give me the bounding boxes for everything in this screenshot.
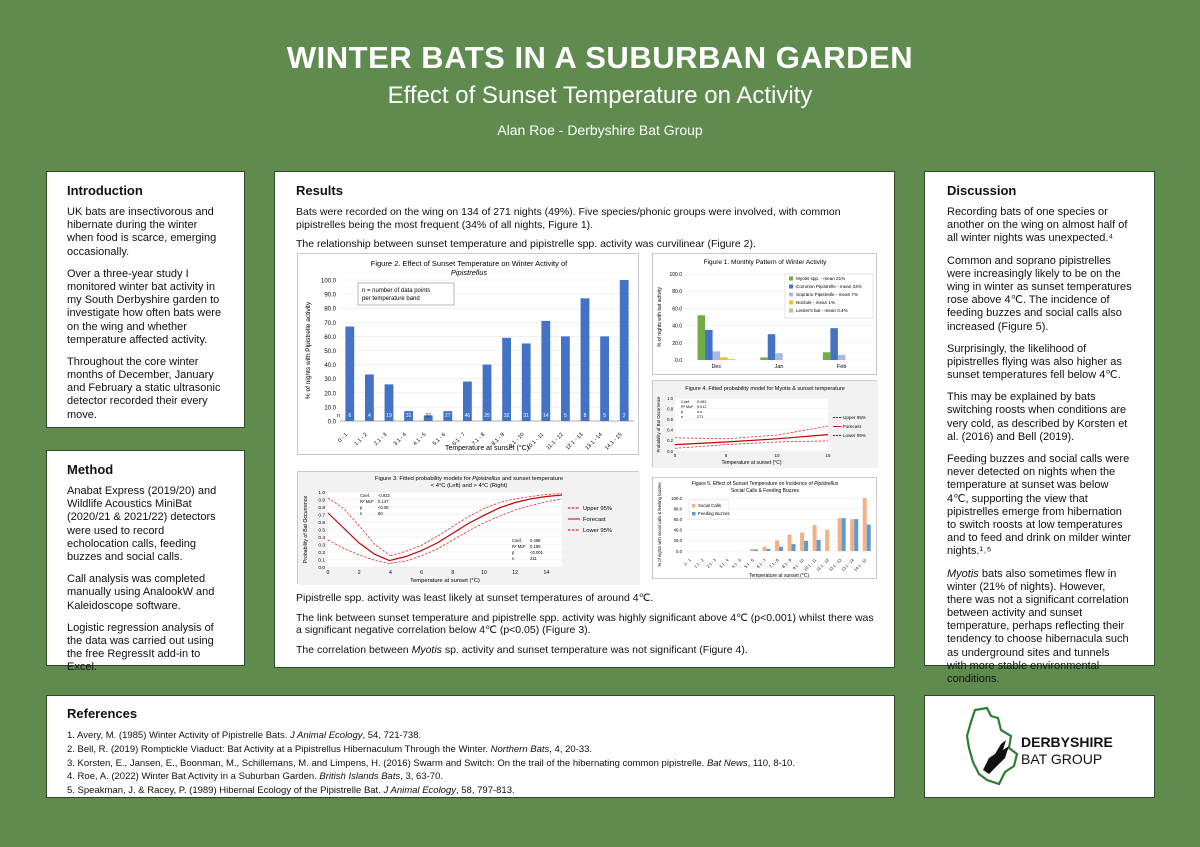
fig2-xtick: 10.1 - 11 (525, 431, 546, 452)
fig1-bar (713, 351, 721, 360)
fig5-xtick: 10.1 - 11 (802, 557, 818, 572)
fig4-stat-value: 271 (697, 415, 704, 419)
fig2-n-label: 6 (348, 413, 352, 419)
fig1-legend-label: Soprano Pipistrelle - mean 7% (796, 292, 859, 297)
fig5-bar (792, 544, 796, 551)
fig5-bar (850, 519, 854, 551)
fig5-bar (838, 518, 842, 551)
fig4-ytick: 0.0 (667, 448, 673, 454)
fig5-bar (800, 532, 804, 551)
fig2-n-label: 32 (503, 413, 510, 419)
fig5-bar (854, 519, 858, 551)
fig3-right-stat-value: <0.001 (530, 550, 543, 555)
fig4-stat-label: p (681, 410, 684, 414)
fig3-title-part: and sunset temperature (500, 476, 564, 482)
fig4-ytick: 1.0 (667, 395, 673, 401)
figure-4 (652, 380, 877, 467)
fig2-title: Figure 2. Effect of Sunset Temperature on Winter Activity of (370, 259, 568, 268)
reference-item (67, 770, 874, 784)
reference-item (67, 757, 874, 771)
fig4-legend-label: Forecast (843, 424, 861, 429)
fig1-bar (823, 352, 831, 360)
fig2-xtick: 12.1 - 13 (564, 431, 585, 452)
fig5-title-part: Figure 5. Effect of Sunset Temperature on Incidence of (691, 481, 815, 487)
reference-journal: British Islands Bats (319, 771, 401, 783)
fig3-legend-label: Lower 95% (583, 528, 613, 534)
references-panel (46, 695, 895, 798)
fig2-n-label: 5 (564, 413, 567, 419)
figure-2-chart (298, 254, 640, 456)
figure-1-chart (653, 254, 878, 376)
fig5-subtitle: Social Calls & Feeding Buzzes (730, 488, 800, 494)
fig5-ytick: 60.0 (673, 517, 682, 522)
fig2-xtick: 7.1 - 8 (471, 431, 487, 448)
fig3-left-stat-label: n (360, 511, 363, 516)
fig1-bar (838, 355, 846, 360)
fig5-legend-label: Feeding Buzzes (698, 511, 730, 516)
fig1-xtick: Jan (774, 364, 784, 370)
fig1-legend-swatch (789, 285, 793, 289)
fig2-n-label: 25 (484, 413, 490, 419)
fig4-ytick: 0.6 (667, 417, 673, 422)
introduction-heading: Introduction (67, 183, 143, 198)
fig2-n-label: 14 (543, 413, 549, 419)
reference-volume: , 110, 8-10. (747, 757, 795, 769)
fig2-ytick: 90.0 (324, 292, 336, 299)
fig3-right-stat-value: 211 (530, 556, 537, 561)
fig3-left-stat-label: p (360, 505, 363, 510)
fig2-xlabel: Temperature at sunset (°C) (444, 445, 530, 452)
fig5-xtick: 1.1 - 2 (692, 557, 705, 569)
fig2-bar (561, 336, 570, 421)
fig4-xlabel: Temperature at sunset (°C) (721, 460, 782, 466)
fig5-legend-swatch (692, 504, 696, 508)
fig3-right-stat-value: 0.189 (530, 544, 541, 549)
fig4-xtick: 10 (774, 453, 780, 458)
reference-text: 3. Korsten, E., Jansen, E., Boonman, M., Schillemans, M. and Limpens, H. (2016) Swarm and Switch: On the trail of the hibernating common pipistrelle. (67, 757, 707, 769)
fig2-bar (620, 280, 629, 421)
fig1-bar (775, 353, 783, 360)
fig5-xtick: 0 - 1 (682, 557, 692, 567)
fig2-ytick: 20.0 (324, 391, 336, 398)
fig2-xtick: 4.1 - 5 (412, 431, 428, 448)
fig4-stat-value: 0.012 (697, 405, 707, 409)
fig3-xtick: 12 (512, 570, 519, 576)
fig1-legend-swatch (789, 301, 793, 305)
fig1-legend-swatch (789, 309, 793, 313)
fig5-legend-label: Social Calls (698, 503, 721, 508)
fig4-ytick: 0.2 (667, 438, 673, 444)
fig2-bar (345, 327, 354, 421)
fig5-bar (813, 525, 817, 551)
fig3-xtick: 2 (357, 570, 361, 576)
fig2-bar (541, 321, 550, 421)
derbyshire-county-outline-icon (967, 708, 1017, 784)
discussion-paragraph-6 (947, 568, 1132, 687)
fig1-bar (760, 357, 768, 360)
fig2-xtick: 14.1 - 15 (604, 431, 624, 452)
fig4-xtick: 0 (673, 453, 677, 458)
fig3-right-stat-label: R² McF (512, 544, 526, 549)
discussion-paragraph-2: Common and soprano pipistrelles were increasingly likely to be on the wing in winter as sunset temperatures rose above 4℃. The incidence of feeding buzzes and social calls also increased (Figure 5). (947, 254, 1132, 333)
results-paragraph-4: The link between sunset temperature and pipistrelle spp. activity was highly significant above 4℃ (p<0.001) whilst there was a significant negative correlation below 4℃ (p<0.05) (Figure 3). (296, 611, 874, 637)
fig2-bar (502, 338, 511, 421)
poster-title: WINTER BATS IN A SUBURBAN GARDEN (286, 40, 914, 75)
references-heading: References (67, 706, 138, 721)
fig3-ytick: 0.2 (318, 551, 325, 556)
fig2-ytick: 10.0 (324, 405, 336, 412)
fig2-bar (600, 336, 609, 421)
fig5-ytick: 80.0 (673, 506, 682, 512)
fig5-xtick: 9.1 - 10 (791, 557, 805, 571)
results-panel (274, 171, 895, 668)
fig3-right-stat-label: Coef. (512, 538, 523, 543)
fig4-legend-label: Lower 95% (843, 433, 866, 438)
fig3-ytick: 0.0 (318, 566, 325, 571)
reference-volume: , 4, 20-33. (549, 743, 593, 755)
fig4-ytick: 0.4 (667, 427, 673, 433)
fig1-ytick: 80.0 (672, 289, 682, 296)
discussion-p6-text: bats also sometimes flew in winter (21% of nights). However, there was not a significant correlation between activity and sunset temperature, perhaps reflecting their tendency to choose hibernacula such as underground sites and tunnels with more stable environmental conditions. (947, 567, 1129, 685)
discussion-paragraph-3: Surprisingly, the likelihood of pipistrelles flying was also higher as sunset temperatures fell below 4℃. (947, 342, 1122, 382)
fig3-xtick: 4 (388, 570, 392, 576)
fig5-xtick: 11.1 - 12 (815, 557, 830, 572)
results-p5-text-a: The correlation between (296, 643, 412, 656)
fig4-legend-label: Upper 95% (843, 415, 866, 420)
figure-3 (297, 471, 639, 584)
results-p5-text-b: sp. activity and sunset temperature was not significant (Figure 4). (441, 643, 748, 656)
fig3-right-stat-label: n (512, 556, 515, 561)
discussion-paragraph-4: This may be explained by bats switching roosts when conditions are very cold, as described by Korsten et al. (2016) and Bell (2019). (947, 391, 1128, 443)
fig5-bar (750, 549, 754, 551)
fig5-bar (762, 547, 766, 551)
reference-volume: , 3, 63-70. (400, 771, 443, 783)
intro-paragraph-3: Throughout the core winter months of December, January and February a static ultrasonic detector recorded their every move. (67, 355, 221, 421)
fig3-xtick: 10 (481, 570, 487, 576)
method-paragraph-2: Call analysis was completed manually using AnalookW and Kaleidoscope software. (67, 573, 215, 612)
fig3-left-stat-value: <0.05 (378, 505, 389, 510)
reference-text: 5. Speakman, J. & Racey, P. (1989) Hibernal Ecology of the Pipistrelle Bat. (67, 785, 384, 797)
fig5-ylabel: % of nights with social calls & feeding buzzes (657, 482, 662, 567)
fig1-ytick: 40.0 (672, 323, 682, 330)
fig5-bar (863, 498, 867, 551)
fig2-ylabel: % of nights with Pipistrelle activity (305, 301, 312, 400)
logo-line-1: DERBYSHIRE (1021, 734, 1113, 750)
fig3-xtick: 0 (326, 570, 330, 576)
reference-journal: J Animal Ecology (289, 730, 363, 741)
method-paragraph-1: Anabat Express (2019/20) and Wildlife Acoustics MiniBat (2020/21 & 2021/22) detectors were used to record echolocation calls, feeding buzzes and social calls. (67, 485, 217, 563)
fig4-ytick: 0.8 (667, 406, 673, 412)
fig1-ytick: 20.0 (672, 340, 682, 347)
reference-text: 4. Roe, A. (2022) Winter Bat Activity in a Suburban Garden. (67, 771, 320, 783)
fig2-note-line2: per temperature band (362, 296, 420, 302)
fig5-ytick: 20.0 (673, 538, 682, 544)
fig1-bar (728, 359, 736, 360)
fig3-title (375, 476, 563, 482)
results-heading: Results (296, 183, 343, 198)
reference-item (67, 743, 874, 757)
figure-4-chart (653, 381, 878, 468)
figure-3-chart (298, 472, 640, 585)
fig2-note-line1: n = number of data points (362, 288, 431, 294)
fig4-stat-label: Coef. (681, 400, 691, 404)
fig5-xtick: 7.1 - 8 (768, 557, 780, 569)
fig3-ytick: 0.4 (318, 536, 325, 541)
fig2-n-label: 4 (368, 413, 371, 419)
fig2-n-label: 27 (445, 413, 451, 419)
fig1-bar (768, 334, 776, 360)
fig2-ytick: 70.0 (324, 320, 336, 327)
fig4-stat-label: R² McF (681, 405, 694, 409)
fig2-xtick: 2.1 - 3 (373, 431, 389, 448)
fig4-xtick: 5 (724, 453, 728, 458)
fig2-n-label: 2 (622, 413, 626, 419)
fig4-title: Figure 4. Fitted probability model for Myotis & sunset temperature (685, 386, 845, 392)
discussion-panel (924, 171, 1155, 685)
intro-paragraph-1: UK bats are insectivorous and hibernate during the winter when food is scarce, emerging occasionally. (67, 206, 217, 258)
fig2-ytick: 40.0 (324, 363, 336, 370)
fig5-legend-swatch (692, 512, 696, 516)
fig1-legend-label: Common Pipistrelle - mean 34% (796, 284, 862, 289)
reference-journal: Bat News (706, 757, 748, 769)
fig1-bar (705, 330, 713, 360)
fig3-xtick: 8 (451, 570, 455, 576)
fig5-xtick: 12.1 - 13 (827, 557, 843, 573)
reference-journal: J Animal Ecology (383, 785, 456, 797)
introduction-panel (46, 171, 245, 428)
fig3-title-part: Pipistrellus (472, 476, 501, 482)
fig5-bar (775, 540, 779, 551)
fig2-ytick: 0.0 (327, 419, 336, 426)
fig1-ytick: 0.0 (675, 358, 682, 364)
fig5-xtick: 3.1 - 4 (718, 557, 730, 569)
figure-1 (652, 253, 877, 375)
fig2-xtick: 9.1 - 10 (508, 431, 526, 450)
fig3-ytick: 1.0 (318, 491, 325, 496)
results-paragraph-2: The relationship between sunset temperature and pipistrelle spp. activity was curvilinear (Figure 2). (296, 238, 756, 251)
fig5-xlabel: Temperature at sunset (°C) (748, 573, 810, 579)
fig5-bar (825, 530, 829, 551)
figure-5-chart (653, 478, 878, 580)
fig2-ytick: 30.0 (324, 377, 336, 384)
fig3-right-stat-label: p (512, 550, 515, 555)
fig4-stat-label: n (681, 415, 684, 419)
fig1-bar (720, 357, 728, 360)
fig5-ytick: 100.0 (671, 495, 682, 501)
fig1-legend-swatch (789, 293, 793, 297)
fig1-legend-label: Myotis spp. - mean 21% (796, 276, 846, 281)
fig5-bar (779, 547, 783, 551)
fig3-ytick: 0.8 (318, 506, 325, 511)
fig3-ytick: 0.3 (318, 543, 325, 549)
fig3-ytick: 0.7 (318, 513, 325, 519)
fig5-xtick: 8.1 - 9 (780, 557, 793, 569)
method-heading: Method (67, 462, 114, 477)
fig4-stat-value: n.s. (697, 410, 704, 414)
fig5-xtick: 14.1 - 15 (852, 557, 868, 573)
fig2-xtick: 5.1 - 6 (431, 431, 448, 448)
discussion-paragraph-5: Feeding buzzes and social calls were never detected on nights when the temperature at sunset was below 4℃, supporting the view that pipistrelles emerge from hibernation to switch roosts at low temperatures and to feed and drink on milder winter nights.¹˒⁵ (947, 453, 1132, 558)
fig3-left-stat-value: -0.922 (378, 493, 390, 498)
fig3-ytick: 0.1 (318, 558, 325, 564)
fig5-bar (766, 549, 770, 551)
fig3-legend-label: Upper 95% (583, 506, 613, 512)
fig5-title (692, 481, 839, 487)
fig2-xtick: 8.1 - 9 (490, 431, 507, 448)
reference-text: 1. Avery, M. (1985) Winter Activity of Pipistrelle Bats. (67, 730, 290, 741)
fig1-ytick: 100.0 (669, 272, 682, 278)
reference-journal: Northern Bats (490, 743, 550, 755)
fig3-subtitle: < 4°C (Left) and > 4°C (Right) (430, 483, 508, 489)
fig1-legend-label: Noctule - mean 1% (796, 300, 836, 305)
fig3-ytick: 0.9 (318, 498, 325, 504)
results-paragraph-1: Bats were recorded on the wing on 134 of 271 nights (49%). Five species/phonic groups were involved, with common pipistrelles being the most frequent (34% of all nights, Figure 1). (296, 206, 841, 231)
fig3-xtick: 14 (543, 570, 550, 576)
fig5-xtick: 6.1 - 7 (755, 557, 768, 569)
fig5-bar (817, 540, 821, 551)
method-panel (46, 450, 245, 674)
fig5-bar (788, 535, 792, 551)
reference-volume: , 54, 721-738. (362, 730, 422, 741)
fig3-left-stat-value: 0.147 (378, 499, 389, 504)
fig2-xtick: 0 - 1 (337, 431, 350, 444)
fig5-ytick: 40.0 (673, 527, 682, 533)
fig2-n-label: 31 (523, 413, 529, 419)
fig2-n-marker: n (336, 413, 340, 419)
fig2-n-label: 5 (603, 413, 606, 419)
logo-panel (924, 695, 1155, 798)
fig2-ytick: 80.0 (324, 306, 336, 313)
fig2-title-italic: Pipistrellus (450, 268, 488, 277)
reference-text: 2. Bell, R. (2019) Romptickle Viaduct: Bat Activity at a Pipistrellus Hibernaculum Through the Winter. (67, 743, 491, 755)
fig2-ytick: 100.0 (320, 278, 336, 285)
fig4-xtick: 15 (825, 453, 831, 458)
fig2-bar (522, 343, 531, 421)
method-paragraph-3: Logistic regression analysis of the data was carried out using the free RegressIt add-in to Excel. (67, 621, 214, 674)
fig3-title-part: Figure 3. Fitted probability models for (374, 476, 473, 482)
reference-volume: , 58, 797-813. (456, 785, 515, 797)
discussion-heading: Discussion (947, 183, 1017, 198)
poster-subtitle: Effect of Sunset Temperature on Activity (387, 82, 813, 109)
fig5-bar (867, 525, 871, 552)
fig5-xtick: 5.1 - 6 (743, 557, 755, 569)
discussion-paragraph-1: Recording bats of one species or another on the wing on almost half of all winter nights was unexpected.⁴ (947, 206, 1128, 245)
fig2-bar (581, 298, 590, 421)
poster-author: Alan Roe - Derbyshire Bat Group (497, 122, 703, 138)
logo-line-2: BAT GROUP (1021, 751, 1103, 767)
fig2-xtick: 11.1 - 12 (545, 431, 565, 452)
fig1-title: Figure 1. Monthly Pattern of Winter Activity (703, 259, 827, 266)
fig1-bar (830, 328, 838, 360)
fig5-ytick: 0.0 (676, 548, 682, 554)
fig1-xtick: Dec (711, 364, 722, 370)
fig1-bar (698, 315, 706, 360)
figure-5 (652, 477, 877, 579)
fig5-title-part: Pipistrellus (814, 481, 839, 487)
reference-item (67, 729, 874, 743)
fig2-n-label: 31 (405, 413, 412, 419)
fig3-left-stat-value: 60 (378, 511, 383, 516)
fig5-bar (804, 541, 808, 551)
fig4-stat-value: 0.081 (697, 400, 707, 404)
fig5-xtick: 2.1 - 3 (705, 557, 718, 569)
results-paragraph-5 (296, 644, 876, 657)
fig2-n-label: 32 (425, 413, 431, 419)
fig5-bar (842, 518, 846, 551)
reference-item (67, 784, 874, 798)
fig2-xtick: 6.1 - 7 (451, 431, 467, 448)
fig5-xtick: 13.1 - 14 (840, 557, 855, 573)
fig3-left-stat-label: R² McF (360, 499, 374, 504)
fig2-ytick: 60.0 (324, 334, 336, 341)
fig3-xtick: 6 (420, 570, 424, 576)
fig3-right-stat-value: 0.498 (530, 538, 541, 543)
fig3-ytick: 0.5 (318, 528, 325, 534)
derbyshire-bat-group-logo (925, 696, 1156, 799)
fig5-bar (754, 549, 758, 551)
fig2-xtick: 3.1 - 4 (392, 431, 409, 448)
fig2-xtick: 1.1 - 2 (353, 431, 369, 448)
fig1-xtick: Feb (836, 364, 847, 370)
fig1-ylabel: % of nights with bat activity (657, 286, 663, 348)
fig4-ylabel: Probability of Bat Occurrence (656, 396, 661, 453)
fig2-n-label: 46 (464, 413, 471, 419)
fig1-legend-swatch (789, 277, 793, 281)
fig3-left-stat-label: Coef. (360, 493, 371, 498)
fig1-ytick: 60.0 (672, 306, 682, 313)
discussion-p6-italic: Myotis (947, 567, 979, 580)
fig3-legend-label: Forecast (583, 517, 606, 523)
fig2-ytick: 50.0 (324, 349, 336, 355)
intro-paragraph-2: Over a three-year study I monitored winter bat activity in my South Derbyshire garden to investigate how often bats were on the wing and whether temperature affected activity. (67, 267, 222, 346)
results-p5-italic: Myotis (411, 643, 442, 656)
fig3-ytick: 0.6 (318, 521, 325, 526)
fig2-n-label: 8 (583, 413, 587, 419)
fig2-n-label: 19 (386, 413, 392, 419)
figure-2 (297, 253, 639, 455)
fig1-legend-label: Leisler's bat - mean 0.4% (796, 308, 848, 313)
references-list (67, 729, 874, 798)
fig5-xtick: 4.1 - 5 (730, 557, 743, 569)
fig3-ylabel: Probability of Bat Occurrence (303, 495, 309, 564)
fig3-xlabel: Temperature at sunset (°C) (410, 578, 480, 584)
fig2-xtick: 13.1 - 14 (584, 431, 605, 452)
results-paragraph-3: Pipistrelle spp. activity was least likely at sunset temperatures of around 4℃. (296, 592, 654, 604)
